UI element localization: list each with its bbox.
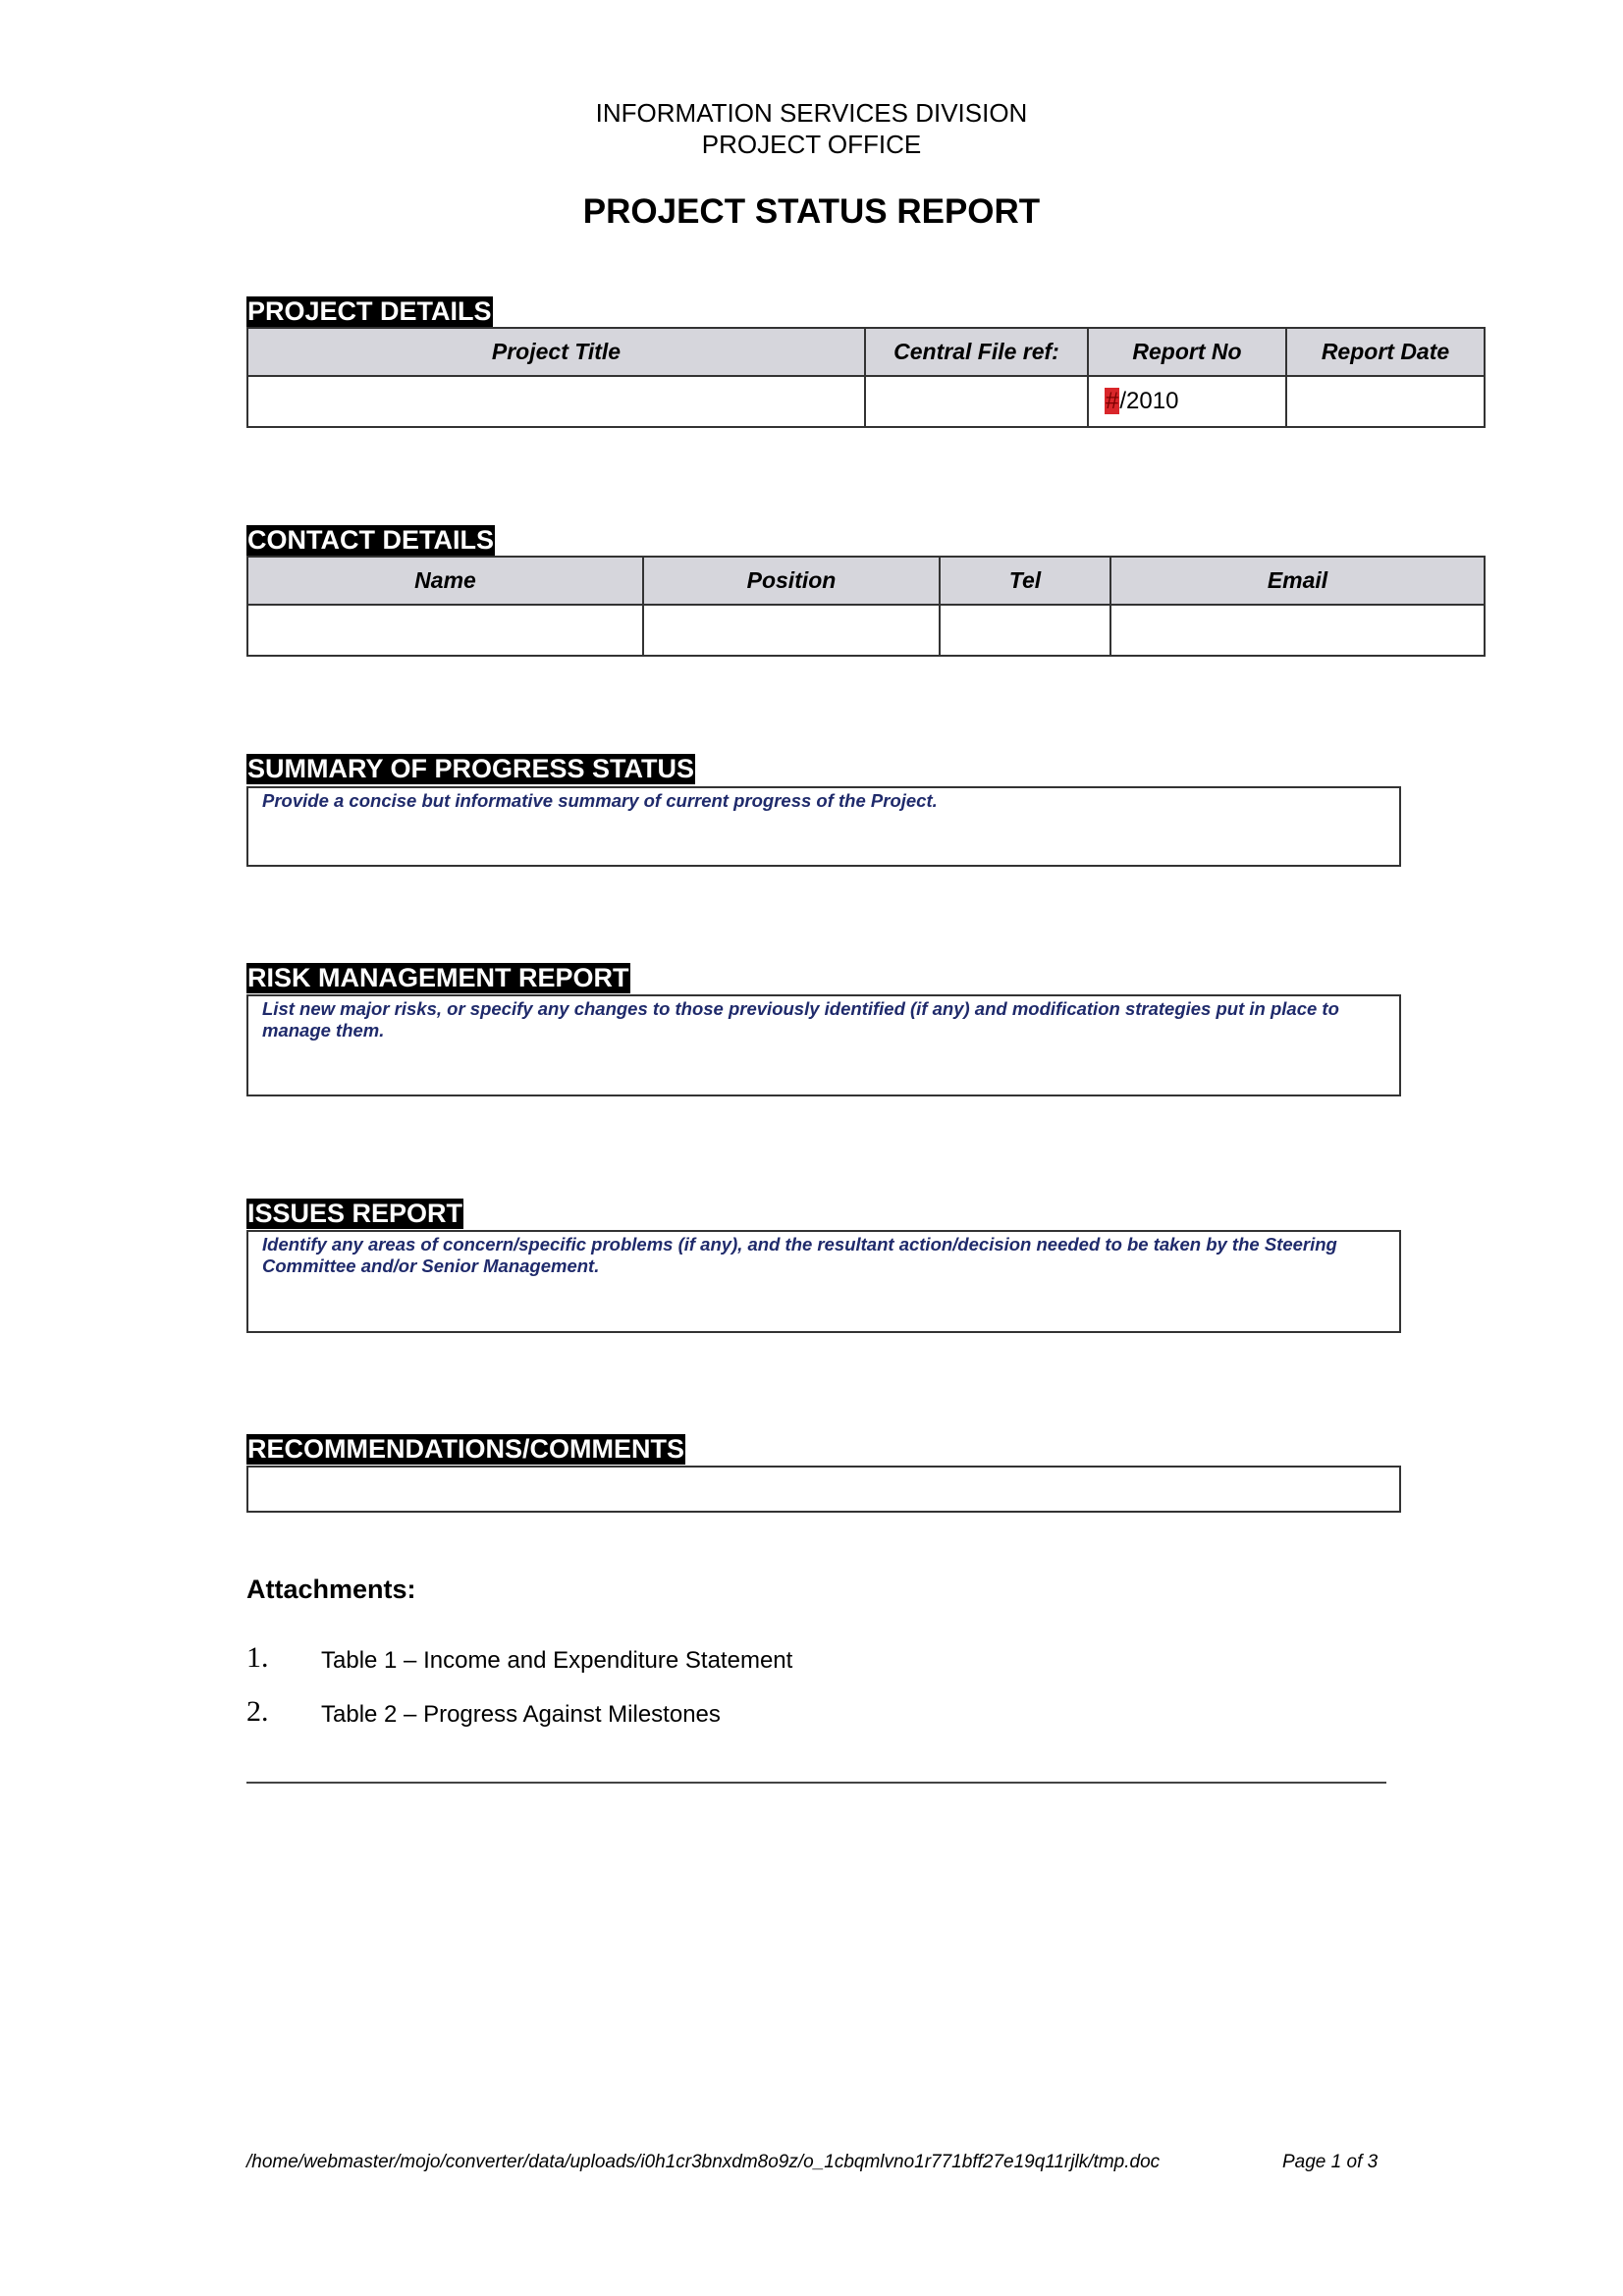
list-item-text: Table 2 – Progress Against Milestones (321, 1701, 721, 1728)
issues-hint: Identify any areas of concern/specific problems (if any), and the resultant action/decision needed to be taken by the Steering Committee and/or Senior Management. (262, 1234, 1337, 1276)
report-no-year: /2010 (1119, 388, 1179, 414)
project-details-table (246, 327, 1486, 428)
table-row (247, 605, 1485, 656)
org-office: PROJECT OFFICE (701, 130, 922, 159)
tel-cell[interactable] (940, 605, 1110, 656)
column-header-central-file-ref: Central File ref: (865, 328, 1088, 376)
issues-box[interactable] (246, 1230, 1401, 1333)
summary-box[interactable] (246, 786, 1401, 867)
table-header-row (247, 328, 1485, 376)
report-no-field-marker: # (1106, 388, 1119, 414)
project-title-cell[interactable] (247, 376, 865, 427)
contact-details-heading: CONTACT DETAILS (247, 525, 494, 555)
column-header-position: Position (643, 557, 940, 605)
column-header-report-date: Report Date (1286, 328, 1485, 376)
risk-heading: RISK MANAGEMENT REPORT (247, 963, 629, 992)
issues-heading: ISSUES REPORT (247, 1199, 463, 1228)
column-header-tel: Tel (940, 557, 1110, 605)
contact-details-table (246, 556, 1486, 657)
risk-box[interactable] (246, 994, 1401, 1096)
list-item-number: 2. (246, 1695, 269, 1728)
recommendations-box[interactable] (246, 1466, 1401, 1513)
column-header-email: Email (1110, 557, 1485, 605)
page-title: PROJECT STATUS REPORT (582, 192, 1041, 231)
column-header-name: Name (247, 557, 643, 605)
name-cell[interactable] (247, 605, 643, 656)
list-item-text: Table 1 – Income and Expenditure Statement (321, 1647, 793, 1674)
email-cell[interactable] (1110, 605, 1485, 656)
column-header-report-no: Report No (1088, 328, 1286, 376)
report-no-cell[interactable] (1088, 376, 1286, 427)
recommendations-heading: RECOMMENDATIONS/COMMENTS (247, 1434, 684, 1464)
attachments-title: Attachments: (246, 1575, 416, 1604)
table-row (247, 376, 1485, 427)
project-details-heading: PROJECT DETAILS (247, 296, 492, 326)
footer-page-number: Page 1 of 3 (1282, 2152, 1379, 2172)
column-header-project-title: Project Title (247, 328, 865, 376)
list-item-number: 1. (246, 1641, 269, 1674)
summary-heading: SUMMARY OF PROGRESS STATUS (247, 754, 695, 783)
report-date-cell[interactable] (1286, 376, 1485, 427)
position-cell[interactable] (643, 605, 940, 656)
central-file-ref-cell[interactable] (865, 376, 1088, 427)
table-header-row (247, 557, 1485, 605)
divider (246, 1782, 1386, 1784)
summary-hint: Provide a concise but informative summary of current progress of the Project. (262, 790, 938, 811)
footer-file-path: /home/webmaster/mojo/converter/data/uploads/i0h1cr3bnxdm8o9z/o_1cbqmlvno1r771bff27e19q11rjlk/tmp.doc (246, 2152, 1161, 2172)
risk-hint: List new major risks, or specify any changes to those previously identified (if any) and modification strategies put in place to manage them. (262, 998, 1339, 1041)
org-name: INFORMATION SERVICES DIVISION (595, 98, 1028, 128)
